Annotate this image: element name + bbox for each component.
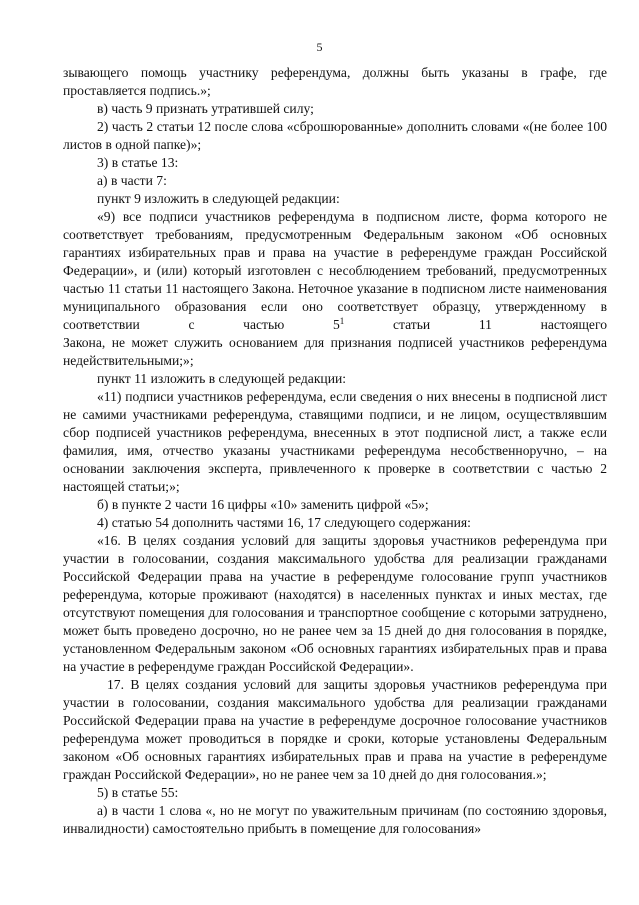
superscript: 1 — [339, 316, 345, 326]
paragraph: «16. В целях создания условий для защиты здоровья участников референдума при участии в голосовании, создания максимального удобства для реализации гражданами Российской Федерации права на участие в референдуме голосование групп участников референдума, которые проживают (находятся) в населенных пунктах и иных местах, где отсутствуют помещения для голосования и транспортное сообщение с которыми затруднено, может быть проведено досрочно, но не ранее чем за 15 дней до дня голосования в порядке, установленном Федеральным законом «Об основных гарантиях избирательных прав и права на участие в референдуме граждан Российской Федерации». — [63, 533, 607, 674]
paragraph: Закона, не может служить основанием для признания подписей участников референдума недействительными;»; — [63, 335, 607, 368]
paragraph: 17. В целях создания условий для защиты здоровья участников референдума при участии в голосовании, создания максимального удобства для реализации гражданами Российской Федерации права на участие в референдуме досрочное голосование участников референдума может проводиться в порядке и сроки, которые установлены Федеральным законом «Об основных гарантиях избирательных прав и права на участие в референдуме граждан Российской Федерации», но не ранее чем за 10 дней до дня голосования.»; — [63, 677, 607, 782]
page-number: 5 — [316, 40, 323, 54]
paragraph-text-tail: статьи 11 настоящего — [344, 317, 607, 332]
paragraph-clause-9 — [63, 208, 607, 334]
paragraph: зывающего помощь участнику референдума, должны быть указаны в графе, где проставляется подпись.»; — [63, 65, 607, 98]
paragraph: а) в части 1 слова «, но не могут по уважительным причинам (по состоянию здоровья, инвалидности) самостоятельно прибыть в помещение для голосования» — [63, 803, 607, 836]
paragraph: а) в части 7: — [97, 173, 167, 188]
paragraph: б) в пункте 2 части 16 цифры «10» заменить цифрой «5»; — [97, 497, 429, 512]
paragraph: пункт 11 изложить в следующей редакции: — [97, 371, 347, 386]
paragraph-text: «9) все подписи участников референдума в подписном листе, форма которого не соответствует требованиям, предусмотренным Федеральным законом «Об основных гарантиях избирательных прав и права на участие в референдуме граждан Российской Федерации», и (или) который изготовлен с несоблюдением требований, предусмотренных частью 11 статьи 11 настоящего Закона. Неточное указание в подписном листе наименования муниципального образования если оно соответствует образцу, утвержденному в соответствии с частью 5 — [63, 209, 607, 332]
paragraph: 4) статью 54 дополнить частями 16, 17 следующего содержания: — [97, 515, 471, 530]
paragraph: 2) часть 2 статьи 12 после слова «сброшюрованные» дополнить словами «(не более 100 листов в одной папке)»; — [63, 119, 607, 152]
paragraph: 3) в статье 13: — [97, 155, 179, 170]
paragraph: пункт 9 изложить в следующей редакции: — [97, 191, 340, 206]
paragraph: в) часть 9 признать утратившей силу; — [97, 101, 314, 116]
paragraph: «11) подписи участников референдума, если сведения о них внесены в подписной лист не самими участниками референдума, ставящими подписи, и не лицом, осуществлявшим сбор подписей участников референдума, внесенных в этот подписной лист, а также если фамилия, имя, отчество указаны участниками референдума несобственноручно, – на основании заключения эксперта, привлеченного к проверке в соответствии с частью 2 настоящей статьи;»; — [63, 389, 607, 494]
paragraph: 5) в статье 55: — [97, 785, 179, 800]
document-body — [63, 64, 607, 838]
